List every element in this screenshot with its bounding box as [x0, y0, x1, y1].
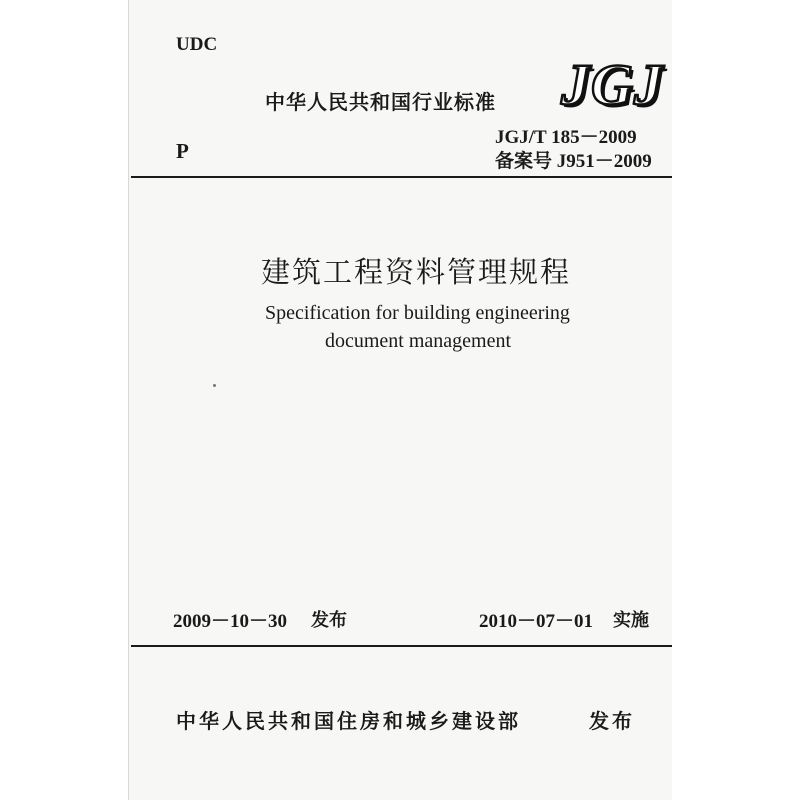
issuing-authority: 中华人民共和国住房和城乡建设部: [176, 709, 521, 733]
issuing-authority-label: 发布: [589, 709, 635, 733]
implementation-label: 实施: [613, 610, 649, 631]
title-chinese: 建筑工程资料管理规程: [261, 255, 572, 289]
udc-label: UDC: [176, 34, 218, 55]
jgj-logo: JGJ: [561, 52, 664, 117]
bottom-divider: [131, 645, 672, 647]
title-english-line1: Specification for building engineering: [265, 302, 570, 324]
classification-letter: P: [176, 139, 189, 163]
implementation-date: 2010－07－01: [479, 611, 594, 632]
book-cover: [128, 0, 672, 800]
issue-label: 发布: [311, 610, 347, 631]
speck: [213, 384, 216, 387]
title-english-line2: document management: [325, 330, 512, 352]
filing-number: 备案号 J951－2009: [495, 151, 652, 172]
top-divider: [131, 176, 672, 178]
standard-type-heading: 中华人民共和国行业标准: [265, 90, 496, 114]
standard-code: JGJ/T 185－2009: [495, 127, 637, 148]
issue-date: 2009－10－30: [173, 611, 288, 632]
